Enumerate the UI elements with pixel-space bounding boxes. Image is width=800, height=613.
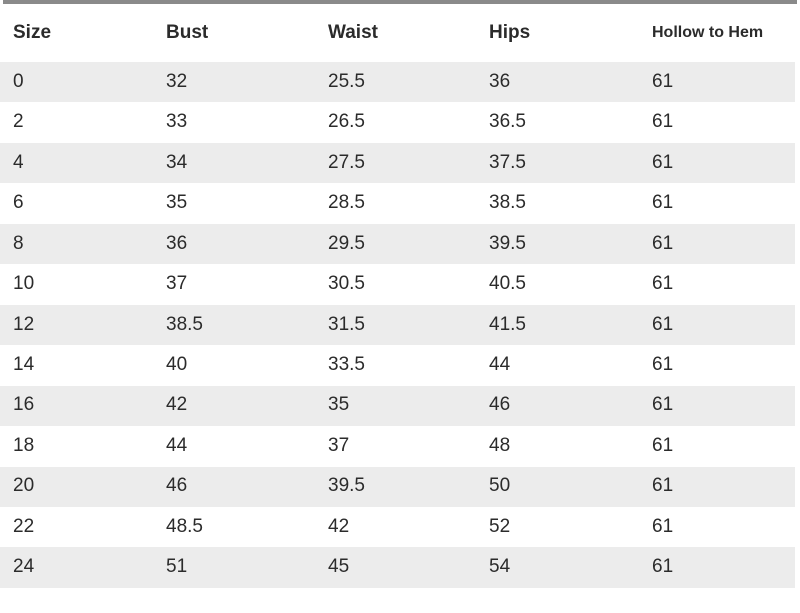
cell-hollow-to-hem: 61 <box>652 556 674 578</box>
cell-bust: 42 <box>166 394 188 416</box>
cell-hollow-to-hem: 61 <box>652 273 674 295</box>
cell-waist: 39.5 <box>328 475 365 497</box>
cell-hollow-to-hem: 61 <box>652 515 674 537</box>
table-row <box>0 507 795 547</box>
cell-size: 14 <box>13 353 35 375</box>
cell-waist: 26.5 <box>328 111 365 133</box>
cell-bust: 32 <box>166 70 188 92</box>
cell-size: 12 <box>13 313 35 335</box>
cell-hollow-to-hem: 61 <box>652 475 674 497</box>
cell-hollow-to-hem: 61 <box>652 70 674 92</box>
cell-hollow-to-hem: 61 <box>652 232 674 254</box>
cell-bust: 51 <box>166 556 188 578</box>
table-row <box>0 183 795 223</box>
cell-size: 0 <box>13 70 24 92</box>
table-row <box>0 345 795 385</box>
table-row <box>0 143 795 183</box>
cell-waist: 33.5 <box>328 353 365 375</box>
table-row <box>0 467 795 507</box>
table-row <box>0 426 795 466</box>
cell-hips: 44 <box>489 353 511 375</box>
cell-hips: 40.5 <box>489 273 526 295</box>
cell-hollow-to-hem: 61 <box>652 111 674 133</box>
cell-hips: 54 <box>489 556 511 578</box>
cell-waist: 37 <box>328 434 350 456</box>
size-chart-table <box>0 4 795 588</box>
column-header-waist: Waist <box>328 21 378 43</box>
column-header-size: Size <box>13 21 52 43</box>
table-row <box>0 264 795 304</box>
cell-bust: 36 <box>166 232 188 254</box>
table-row <box>0 386 795 426</box>
cell-hollow-to-hem: 61 <box>652 434 674 456</box>
cell-size: 6 <box>13 192 24 214</box>
table-row <box>0 102 795 142</box>
cell-waist: 45 <box>328 556 350 578</box>
cell-hips: 46 <box>489 394 511 416</box>
cell-size: 4 <box>13 151 24 173</box>
cell-size: 2 <box>13 111 24 133</box>
cell-size: 24 <box>13 556 35 578</box>
cell-bust: 40 <box>166 353 188 375</box>
cell-hollow-to-hem: 61 <box>652 192 674 214</box>
cell-size: 8 <box>13 232 24 254</box>
cell-waist: 29.5 <box>328 232 365 254</box>
cell-waist: 25.5 <box>328 70 365 92</box>
cell-hips: 41.5 <box>489 313 526 335</box>
cell-hips: 38.5 <box>489 192 526 214</box>
cell-hips: 36 <box>489 70 511 92</box>
cell-hollow-to-hem: 61 <box>652 313 674 335</box>
cell-bust: 48.5 <box>166 515 203 537</box>
table-row <box>0 62 795 102</box>
cell-hips: 50 <box>489 475 511 497</box>
cell-waist: 28.5 <box>328 192 365 214</box>
table-body <box>0 62 795 588</box>
cell-waist: 35 <box>328 394 350 416</box>
table-row <box>0 547 795 587</box>
cell-bust: 37 <box>166 273 188 295</box>
cell-waist: 27.5 <box>328 151 365 173</box>
cell-size: 22 <box>13 515 35 537</box>
cell-hollow-to-hem: 61 <box>652 151 674 173</box>
cell-hips: 36.5 <box>489 111 526 133</box>
cell-waist: 42 <box>328 515 350 537</box>
cell-bust: 35 <box>166 192 188 214</box>
cell-waist: 30.5 <box>328 273 365 295</box>
table-row <box>0 224 795 264</box>
column-header-bust: Bust <box>166 21 209 43</box>
table-row <box>0 305 795 345</box>
cell-size: 20 <box>13 475 35 497</box>
cell-size: 10 <box>13 273 35 295</box>
cell-bust: 46 <box>166 475 188 497</box>
cell-bust: 33 <box>166 111 188 133</box>
cell-bust: 38.5 <box>166 313 203 335</box>
cell-hips: 48 <box>489 434 511 456</box>
cell-bust: 44 <box>166 434 188 456</box>
column-header-hollow-to-hem: Hollow to Hem <box>652 24 764 42</box>
cell-hips: 39.5 <box>489 232 526 254</box>
cell-hips: 52 <box>489 515 511 537</box>
cell-hollow-to-hem: 61 <box>652 394 674 416</box>
cell-waist: 31.5 <box>328 313 365 335</box>
cell-size: 16 <box>13 394 35 416</box>
cell-hollow-to-hem: 61 <box>652 353 674 375</box>
cell-size: 18 <box>13 434 35 456</box>
column-header-hips: Hips <box>489 21 531 43</box>
cell-bust: 34 <box>166 151 188 173</box>
table-header-row <box>0 4 795 62</box>
cell-hips: 37.5 <box>489 151 526 173</box>
